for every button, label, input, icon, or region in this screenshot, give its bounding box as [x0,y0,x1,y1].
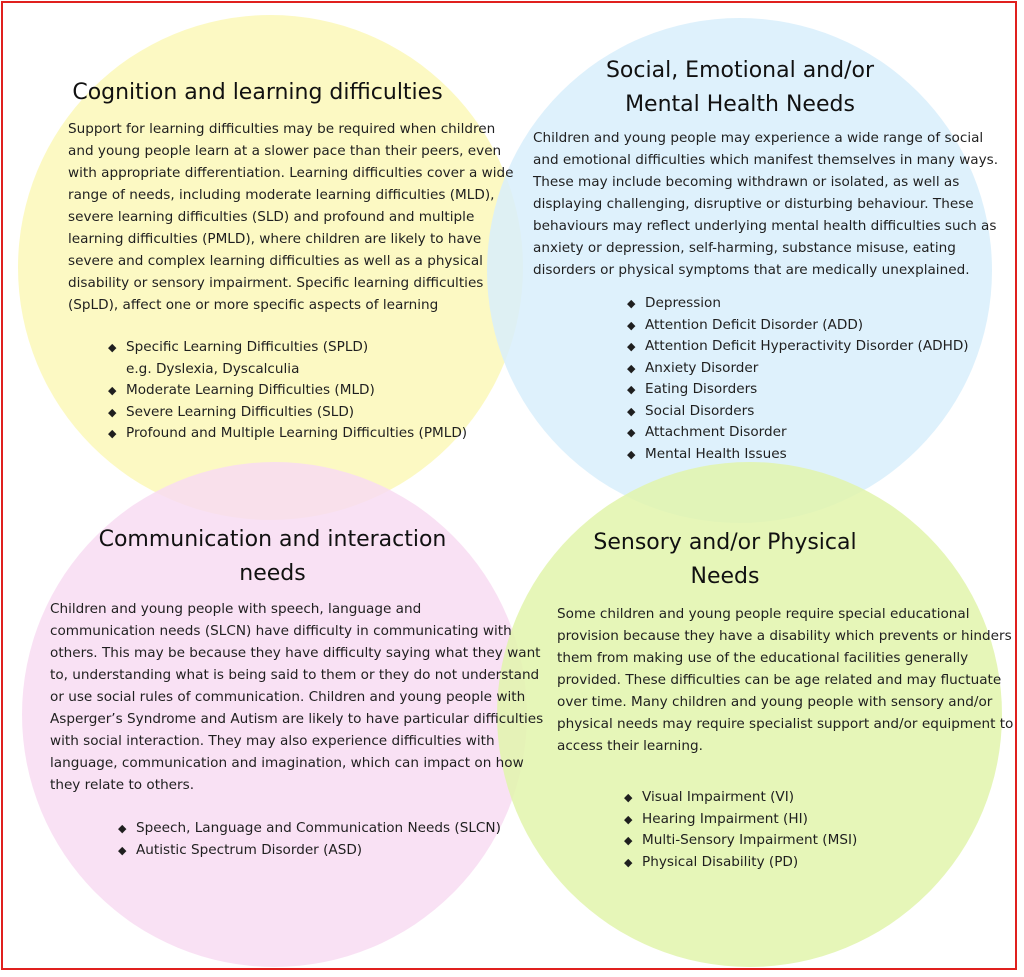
social-bullet-list [627,293,969,465]
list-item: ◆ Depression [627,293,969,315]
sensory-body-line: provision because they have a disability which prevents or hinders [557,628,1012,644]
social-body-line: and emotional difficulties which manifest themselves in many ways. [533,152,999,168]
list-item: ◆ Moderate Learning Difficulties (MLD) [108,380,467,402]
cognition-body-line: learning difficulties (PMLD), where children are likely to have [68,231,482,247]
diamond-bullet-icon: ◆ [108,405,117,419]
cognition-body [68,118,514,316]
sensory-bullet-list [624,787,857,873]
social-body-line: displaying challenging, disruptive or disturbing behaviour. These [533,196,974,212]
sensory-body-line: access their learning. [557,738,703,754]
communication-body-line: they relate to others. [50,777,195,793]
diamond-bullet-icon: ◆ [624,812,633,826]
cognition-body-line: (SpLD), affect one or more specific aspects of learning [68,297,439,313]
list-item: ◆ Specific Learning Difficulties (SPLD) e.g. Dyslexia, Dyscalculia [108,337,467,380]
list-item: ◆ Attention Deficit Hyperactivity Disorder (ADHD) [627,336,969,358]
social-body-line: Children and young people may experience a wide range of social [533,130,984,146]
cognition-body-line: and young people learn at a slower pace than their peers, even [68,143,502,159]
diamond-bullet-icon: ◆ [108,384,117,397]
list-item: ◆ Speech, Language and Communication Needs (SLCN) [118,818,501,840]
communication-body [50,598,543,796]
diamond-bullet-icon: ◆ [627,361,636,375]
cognition-body-line: severe and complex learning difficulties as well as a physical [68,253,483,269]
diamond-bullet-icon: ◆ [108,341,117,354]
communication-body-line: Children and young people with speech, language and [50,601,422,617]
list-item: ◆ Eating Disorders [627,379,969,401]
social-body-line: These may include becoming withdrawn or isolated, as well as [533,174,960,190]
diamond-bullet-icon: ◆ [627,297,636,310]
communication-body-line: others. This may be because they have difficulty saying what they want [50,645,541,661]
sensory-title [510,526,940,594]
sensory-title-line: Needs [690,564,760,589]
cognition-body-line: severe learning difficulties (SLD) and profound and multiple [68,209,475,225]
list-item: ◆ Attachment Disorder [627,422,969,444]
communication-body-line: to, understanding what is being said to them or they do not understand [50,667,540,683]
communication-body-line: with social interaction. They may also experience difficulties with [50,733,495,749]
sensory-body-line: physical needs may require specialist support and/or equipment to [557,716,1014,732]
list-item: ◆ Social Disorders [627,401,969,423]
social-body-line: disorders or physical symptoms that are medically unexplained. [533,262,970,278]
cognition-bullet-list [108,337,467,445]
sensory-body-line: over time. Many children and young people with sensory and/or [557,694,993,710]
diamond-bullet-icon: ◆ [627,426,636,439]
diamond-bullet-icon: ◆ [624,834,633,847]
diamond-bullet-icon: ◆ [118,843,127,857]
communication-body-line: language, communication and imagination, which can impact on how [50,755,524,771]
communication-title-line: Communication and interaction [98,527,447,552]
cognition-body-line: Support for learning difficulties may be required when children [68,121,496,137]
social-title-line: Mental Health Needs [625,92,855,117]
diamond-bullet-icon: ◆ [118,822,127,835]
communication-title [55,523,490,591]
cognition-body-line: with appropriate differentiation. Learning difficulties cover a wide [68,165,514,181]
communication-body-line: communication needs (SLCN) have difficulty in communicating with [50,623,512,639]
communication-body-line: or use social rules of communication. Children and young people with [50,689,526,705]
communication-bullet-list [118,818,501,861]
list-item: ◆ Anxiety Disorder [627,358,969,380]
cognition-body-line: disability or sensory impairment. Specific learning difficulties [68,275,484,291]
diamond-bullet-icon: ◆ [108,427,117,440]
list-item: ◆ Visual Impairment (VI) [624,787,857,809]
sensory-title-line: Sensory and/or Physical [593,530,857,555]
list-item: ◆ Physical Disability (PD) [624,852,857,874]
social-body-line: anxiety or depression, self-harming, substance misuse, eating [533,240,956,256]
sensory-body-line: them from making use of the educational facilities generally [557,650,969,666]
list-item: ◆ Autistic Spectrum Disorder (ASD) [118,840,501,862]
list-item: ◆ Attention Deficit Disorder (ADD) [627,315,969,337]
list-item: ◆ Hearing Impairment (HI) [624,809,857,831]
cognition-body-line: range of needs, including moderate learning difficulties (MLD), [68,187,495,203]
social-body-line: behaviours may reflect underlying mental health difficulties such as [533,218,997,234]
diamond-bullet-icon: ◆ [627,318,636,332]
diamond-bullet-icon: ◆ [627,447,636,461]
cognition-title: Cognition and learning difficulties [72,80,443,105]
diamond-bullet-icon: ◆ [624,791,633,804]
list-item: ◆ Profound and Multiple Learning Difficulties (PMLD) [108,423,467,445]
diamond-bullet-icon: ◆ [627,340,636,353]
list-item: ◆ Mental Health Issues [627,444,969,466]
social-body [533,127,998,281]
diamond-bullet-icon: ◆ [624,855,633,869]
social-title [520,54,960,122]
communication-title-line: needs [239,561,306,586]
diamond-bullet-icon: ◆ [627,383,636,396]
sensory-body-line: provided. These difficulties can be age related and may fluctuate [557,672,1002,688]
social-title-line: Social, Emotional and/or [605,58,875,83]
list-item: ◆ Severe Learning Difficulties (SLD) [108,402,467,424]
sensory-body-line: Some children and young people require special educational [557,606,970,622]
communication-body-line: Asperger’s Syndrome and Autism are likely to have particular difficulties [50,711,544,727]
diamond-bullet-icon: ◆ [627,404,636,418]
bullet-sub-note: e.g. Dyslexia, Dyscalculia [126,360,300,377]
sensory-body [557,603,1013,757]
list-item: ◆ Multi-Sensory Impairment (MSI) [624,830,857,852]
